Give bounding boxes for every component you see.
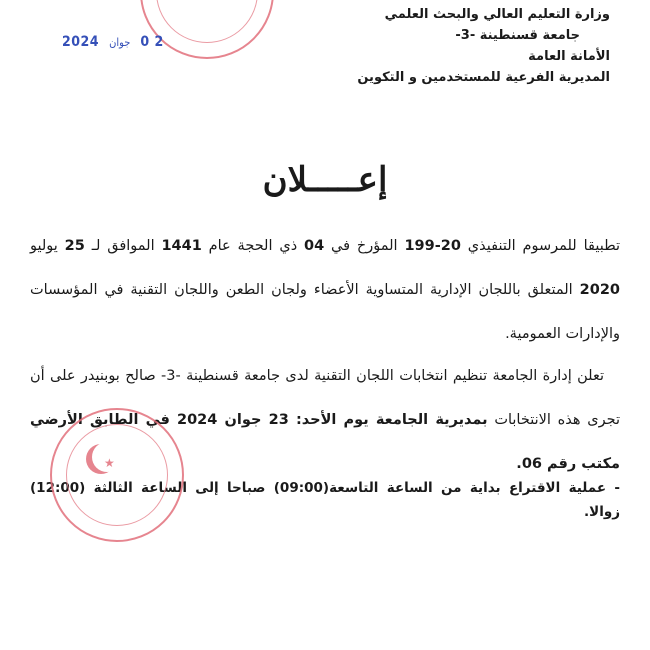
date-stamp-day: 0 2 — [140, 34, 164, 50]
decree-number: 20-199 — [404, 238, 461, 254]
document-title: إعـــــلان — [262, 160, 388, 200]
letterhead — [357, 4, 610, 88]
date-stamp-month: جوان — [109, 36, 131, 49]
star-icon: ★ — [104, 456, 115, 470]
p1-text-4: الموافق لـ — [84, 238, 162, 254]
p1-text-2: المؤرخ في — [324, 238, 405, 254]
p1-text-5: يوليو — [30, 238, 65, 254]
p1-text-6: المتعلق باللجان الإدارية المتساوية الأعضاء ولجان الطعن واللجان التقنية في المؤسسات والإدارات العمومية. — [30, 282, 620, 342]
ministry-name: وزارة التعليم العالي والبحث العلمي — [384, 7, 610, 22]
date-stamp-year: 2024 — [62, 34, 100, 50]
official-seal-top — [140, 0, 274, 59]
university-name: جامعة قسنطينة -3- — [455, 28, 580, 43]
paragraph-voting-hours: - عملية الاقتراع بداية من الساعة التاسعة(09:00) صباحا إلى الساعة الثالثة (12:00) زوالا. — [30, 480, 620, 520]
hijri-day: 04 — [304, 238, 325, 254]
secretariat-name: الأمانة العامة — [528, 49, 610, 64]
sub-directorate-name: المديرية الفرعية للمستخدمين و التكوين — [357, 70, 610, 85]
gregorian-year: 2020 — [579, 282, 620, 298]
official-seal-bottom — [50, 408, 184, 542]
hijri-year: 1441 — [161, 238, 202, 254]
date-stamp — [62, 34, 164, 50]
p1-text-1: تطبيقا للمرسوم التنفيذي — [460, 238, 621, 254]
election-location-date: بمديرية الجامعة يوم الأحد: 23 جوان 2024 في الطابق الأرضي مكتب رقم 06. — [30, 412, 620, 472]
gregorian-day: 25 — [64, 238, 85, 254]
seal-inner-ring — [156, 0, 258, 43]
seal-inner-ring — [66, 424, 168, 526]
paragraph-legal-basis — [30, 224, 620, 356]
p1-text-3: ذي الحجة عام — [201, 238, 304, 254]
p2-text: تعلن إدارة الجامعة تنظيم انتخابات اللجان التقنية لدى جامعة قسنطينة -3- صالح بوبنيدر على أن تجرى هذه الانتخابات — [30, 368, 620, 428]
